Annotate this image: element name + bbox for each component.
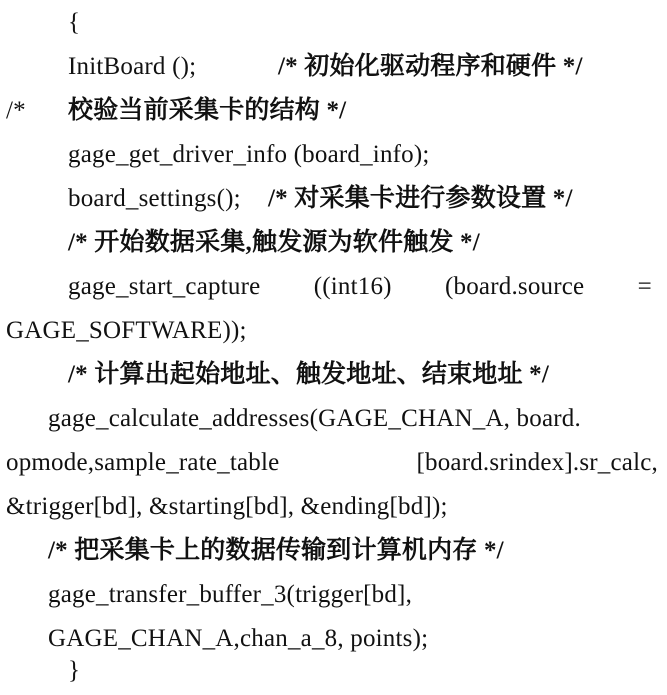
- code-line-trigger-args: &trigger[bd], &starting[bd], &ending[bd]);: [6, 493, 448, 520]
- code-text: InitBoard ();: [68, 53, 197, 80]
- code-token: [board.srindex].sr_calc,: [416, 449, 658, 476]
- code-line-transfer-buffer: gage_transfer_buffer_3(trigger[bd],: [48, 581, 413, 608]
- code-line-chan-a: GAGE_CHAN_A,chan_a_8, points);: [48, 625, 429, 652]
- code-line-board-settings: [68, 179, 573, 219]
- code-text: board_settings();: [68, 185, 241, 212]
- code-line-address-comment: /* 计算出起始地址、触发地址、结束地址 */: [68, 361, 549, 388]
- code-line-check-structure: [6, 91, 347, 131]
- code-comment: /* 对采集卡进行参数设置 */: [268, 185, 573, 212]
- code-line-initboard: [68, 47, 583, 87]
- code-line-calculate-addresses: gage_calculate_addresses(GAGE_CHAN_A, board.: [48, 405, 581, 432]
- code-line-opmode: [6, 443, 658, 483]
- code-line-start-capture-comment: /* 开始数据采集,触发源为软件触发 */: [68, 229, 480, 256]
- code-line-get-driver-info: gage_get_driver_info (board_info);: [68, 141, 430, 168]
- code-line-start-capture: [68, 267, 652, 307]
- code-token: gage_start_capture: [68, 273, 261, 300]
- code-token: =: [637, 273, 652, 300]
- code-comment: 校验当前采集卡的结构 */: [68, 97, 347, 124]
- code-line-transfer-comment: /* 把采集卡上的数据传输到计算机内存 */: [48, 537, 504, 564]
- code-token: ((int16): [313, 273, 392, 300]
- code-line-close-brace: }: [68, 657, 81, 684]
- code-token: (board.source: [445, 273, 585, 300]
- code-token: opmode,sample_rate_table: [6, 449, 280, 476]
- code-line-gage-software: GAGE_SOFTWARE));: [6, 317, 247, 344]
- code-line-open-brace: {: [68, 9, 81, 36]
- code-comment-open: /*: [6, 97, 26, 124]
- code-comment: /* 初始化驱动程序和硬件 */: [278, 53, 583, 80]
